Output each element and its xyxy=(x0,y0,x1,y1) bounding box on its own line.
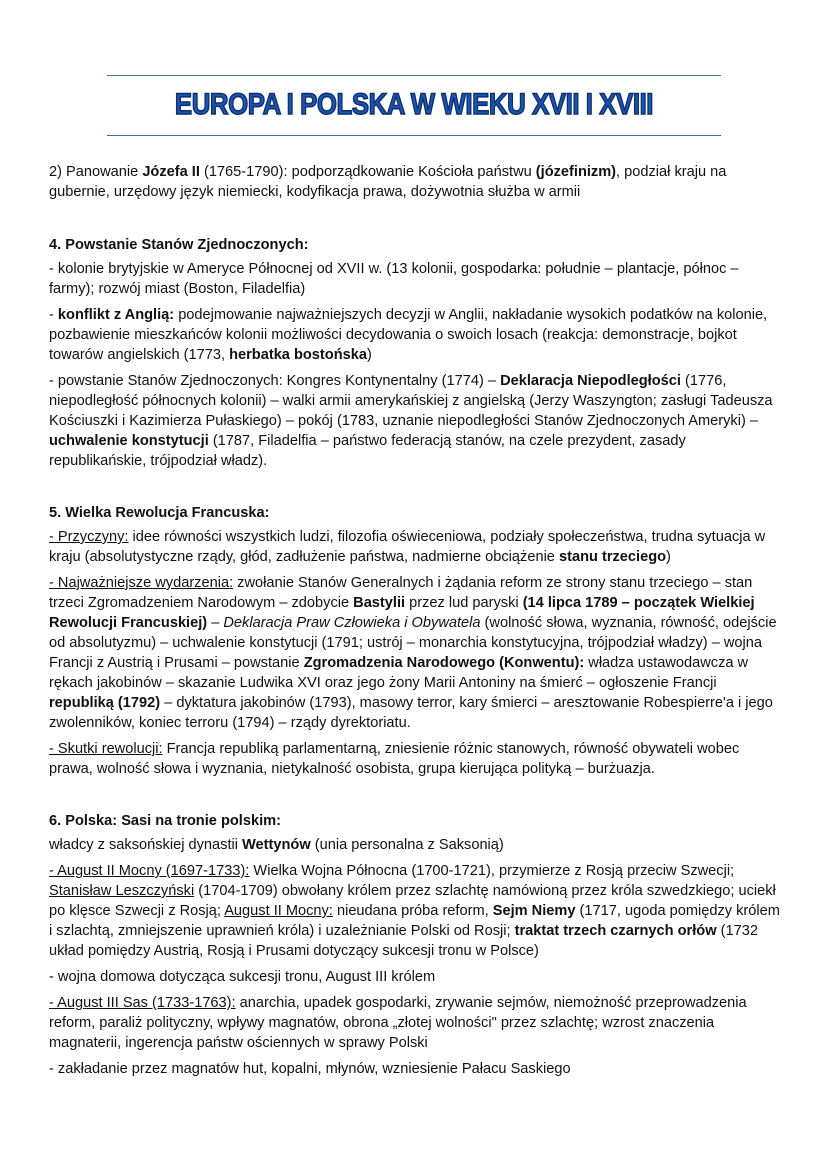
section-5 xyxy=(49,503,784,779)
title-rule-top xyxy=(107,75,721,76)
section-5-para-1: - Przyczyny: idee równości wszystkich ludzi, filozofia oświeceniowa, podziały społeczeństwa, trudna sytuacja w kraju (absolutystyczne rządy, głód, zadłużenie państwa, nadmierne obciążenie stanu trzeciego) xyxy=(49,529,766,565)
intro-paragraph: 2) Panowanie Józefa II (1765-1790): podporządkowanie Kościoła państwu (józefinizm), podział kraju na gubernie, urzędowy język niemiecki, kodyfikacja prawa, dożywotnia służba w armii xyxy=(49,164,727,200)
section-5-heading: 5. Wielka Rewolucja Francuska: xyxy=(49,505,270,521)
section-4-para-3: - powstanie Stanów Zjednoczonych: Kongres Kontynentalny (1774) – Deklaracja Niepodległości (1776, niepodległość północnych kolonii) – walki armii amerykańskiej z angielską (Jerzy Waszyngton; zasługi Tadeusza Kościuszki i Kazimierza Pułaskiego) – pokój (1783, uznanie niepodległości Stanów Zjednoczonych Ameryki) – uchwalenie konstytucji (1787, Filadelfia – państwo federacją stanów, na czele prezydent, zasady republikańskie, trójpodział władz). xyxy=(49,373,773,469)
section-6-heading: 6. Polska: Sasi na tronie polskim: xyxy=(49,813,281,829)
page-title: EUROPA I POLSKA W WIEKU XVII I XVIII xyxy=(174,88,654,121)
section-4-heading: 4. Powstanie Stanów Zjednoczonych: xyxy=(49,237,309,253)
section-6-para-0: władcy z saksońskiej dynastii Wettynów (unia personalna z Saksonią) xyxy=(49,837,504,853)
section-6-para-3: - August III Sas (1733-1763): anarchia, upadek gospodarki, zrywanie sejmów, niemożność przeprowadzenia reform, paraliż polityczny, wpływy magnatów, obrona „złotej wolności" przez szlachtę; wzrost znaczenia magnaterii, ingerencja państw ościennych w sprawy Polski xyxy=(49,995,747,1051)
section-6-para-2: - wojna domowa dotycząca sukcesji tronu, August III królem xyxy=(49,969,436,985)
section-5-para-3: - Skutki rewolucji: Francja republiką parlamentarną, zniesienie różnic stanowych, równość obywateli wobec prawa, wolność słowa i wyznania, nietykalność osobista, grupa kierująca polityką – burżuazja. xyxy=(49,741,740,777)
section-4 xyxy=(49,235,784,471)
section-4-para-2: - konflikt z Anglią: podejmowanie najważniejszych decyzji w Anglii, nakładanie wysokich podatków na kolonie, pozbawienie mieszkańców kolonii możliwości decydowania o swoich losach (reakcja: demonstracje, bojkot towarów angielskich (1773, herbatka bostońska) xyxy=(49,307,768,363)
section-4-para-1: - kolonie brytyjskie w Ameryce Północnej od XVII w. (13 kolonii, gospodarka: południe – plantacje, północ – farmy); rozwój miast (Boston, Filadelfia) xyxy=(49,261,739,297)
section-5-para-2: - Najważniejsze wydarzenia: zwołanie Stanów Generalnych i żądania reform ze strony stanu trzeciego – stan trzeci Zgromadzeniem Narodowym – zdobycie Bastylii przez lud paryski (14 lipca 1789 – początek Wielkiej Rewolucji Francuskiej) – Deklaracja Praw Człowieka i Obywatela (wolność słowa, wyznania, równość, odejście od absolutyzmu) – uchwalenie konstytucji (1791; ustrój – monarchia konstytucyjna, trójpodział władzy) – wojna Francji z Austrią i Prusami – powstanie Zgromadzenia Narodowego (Konwentu): władza ustawodawcza w rękach jakobinów – skazanie Ludwika XVI oraz jego żony Marii Antoniny na śmierć – ogłoszenie Francji republiką (1792) – dyktatura jakobinów (1793), masowy terror, kary śmierci – aresztowanie Robespierre'a i jego zwolenników, koniec terroru (1794) – rządy dyrektoriatu. xyxy=(49,575,777,731)
section-6 xyxy=(49,811,784,1079)
title-rule-bottom xyxy=(107,135,721,136)
section-6-para-1: - August II Mocny (1697-1733): Wielka Wojna Północna (1700-1721), przymierze z Rosją przeciw Szwecji; Stanisław Leszczyński (1704-1709) obwołany królem przez szlachtę namówioną przez króla szwedzkiego; uciekł po klęsce Szwecji z Rosją; August II Mocny: nieudana próba reform, Sejm Niemy (1717, ugoda pomiędzy królem i szlachtą, zmniejszenie uprawnień króla) i uzależnianie Polski od Rosji; traktat trzech czarnych orłów (1732 układ pomiędzy Austrią, Rosją i Prusami dotyczący sukcesji tronu w Polsce) xyxy=(49,863,780,959)
document-body xyxy=(49,162,784,1085)
section-6-para-4: - zakładanie przez magnatów hut, kopalni, młynów, wzniesienie Pałacu Saskiego xyxy=(49,1061,571,1077)
